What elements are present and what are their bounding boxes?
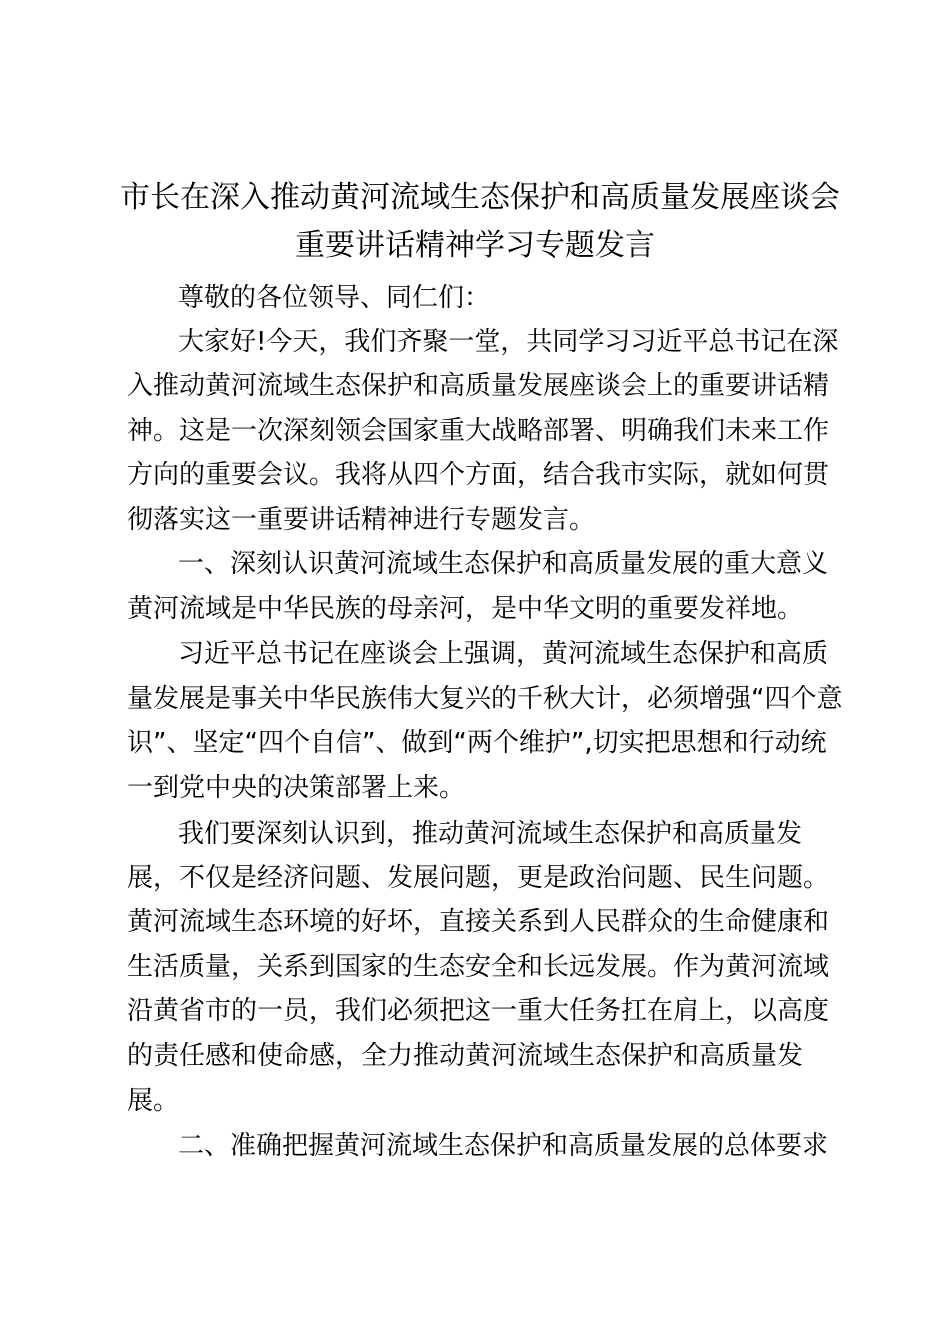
document-title-line-1: 市长在深入推动黄河流域生态保护和高质量发展座谈会 [120,180,840,215]
section-heading-2: 二、准确把握黄河流域生态保护和高质量发展的总体要求 [178,1131,829,1161]
body-line: 生活质量，关系到国家的生态安全和长远发展。作为黄河流域 [127,952,830,982]
body-line: 入推动黄河流域生态保护和高质量发展座谈会上的重要讲话精 [127,371,830,401]
body-line: 方向的重要会议。我将从四个方面，结合我市实际，就如何贯 [127,460,830,490]
body-line: 彻落实这一重要讲话精神进行专题发言。 [127,505,596,535]
body-line: 大家好!今天，我们齐聚一堂，共同学习习近平总书记在深 [178,327,839,357]
body-line: 习近平总书记在座谈会上强调，黄河流域生态保护和高质 [178,639,829,669]
body-line: 黄河流域是中华民族的母亲河，是中华文明的重要发祥地。 [127,594,804,624]
document-title-line-2: 重要讲话精神学习专题发言 [295,228,655,263]
body-line: 展，不仅是经济问题、发展问题，更是政治问题、民生问题。 [127,863,830,893]
body-line: 黄河流域生态环境的好坏，直接关系到人民群众的生命健康和 [127,907,830,937]
salutation: 尊敬的各位领导、同仁们： [178,283,491,313]
body-line: 展。 [127,1086,180,1116]
section-heading-1: 一、深刻认识黄河流域生态保护和高质量发展的重大意义 [178,549,829,579]
body-line: 的责任感和使命感，全力推动黄河流域生态保护和高质量发 [127,1041,804,1071]
body-line: 神。这是一次深刻领会国家重大战略部署、明确我们未来工作 [127,416,830,446]
body-line: 我们要深刻认识到，推动黄河流域生态保护和高质量发 [178,819,803,849]
body-line: 识”、坚定“四个自信”、做到“两个维护”,切实把思想和行动统 [127,728,827,758]
body-line: 沿黄省市的一员，我们必须把这一重大任务扛在肩上，以高度 [127,996,830,1026]
body-line: 一到党中央的决策部署上来。 [127,773,466,803]
body-line: 量发展是事关中华民族伟大复兴的千秋大计，必须增强“四个意 [127,684,843,714]
